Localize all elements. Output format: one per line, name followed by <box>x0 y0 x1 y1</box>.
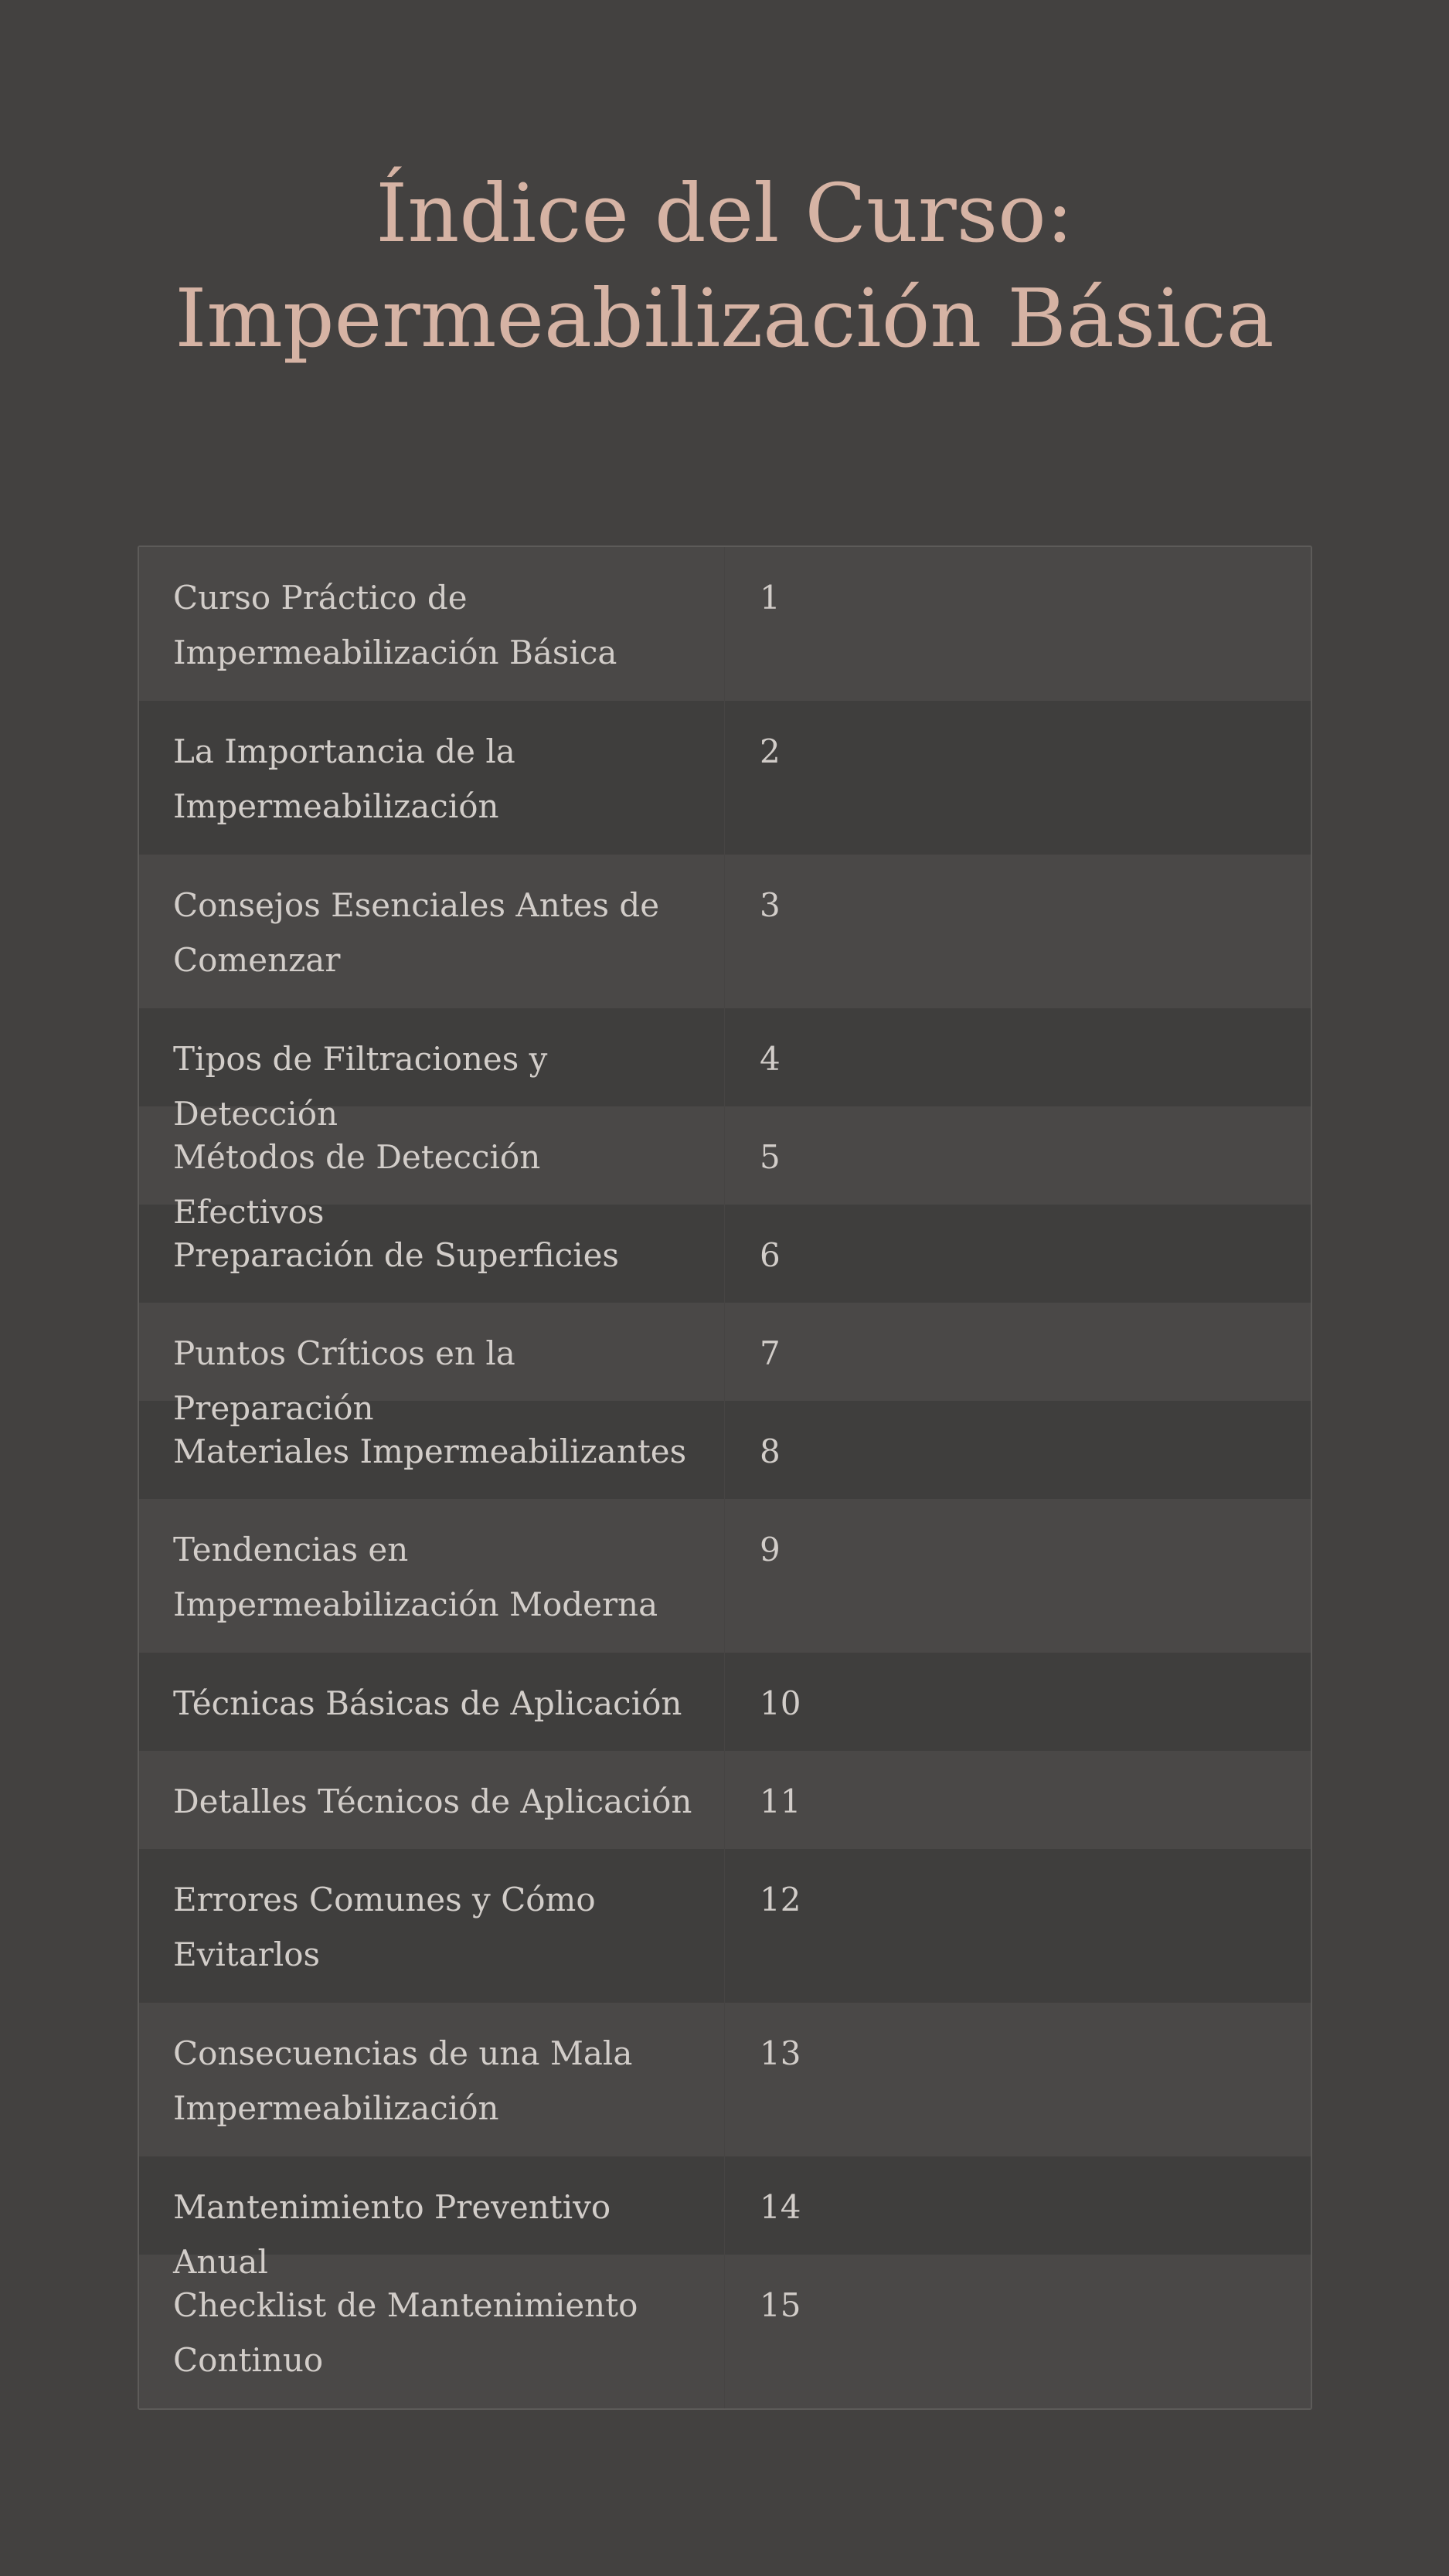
table-row <box>139 1653 1311 1751</box>
toc-entry-page: 1 <box>760 579 781 617</box>
toc-entry-page: 11 <box>760 1782 801 1820</box>
table-row <box>139 1303 1311 1427</box>
table-row <box>139 2255 1311 2408</box>
table-row <box>139 855 1311 1008</box>
table-row <box>139 1106 1311 1231</box>
toc-entry-title: La Importancia de la Impermeabilización <box>139 701 725 855</box>
table-row <box>139 1401 1311 1499</box>
table-of-contents <box>138 545 1312 2410</box>
toc-entry-title: Consecuencias de una Mala Impermeabilización <box>139 2003 725 2156</box>
page-title <box>0 161 1449 371</box>
toc-entry-page: 7 <box>760 1334 781 1372</box>
table-row <box>139 1499 1311 1653</box>
toc-entry-page: 5 <box>760 1138 781 1176</box>
toc-entry-title: Tipos de Filtraciones y Detección <box>139 1008 725 1106</box>
table-row <box>139 701 1311 855</box>
toc-entry-page: 4 <box>760 1040 781 1078</box>
toc-entry-page: 10 <box>760 1684 801 1722</box>
toc-entry-title: Tendencias en Impermeabilización Moderna <box>139 1499 725 1653</box>
table-row <box>139 1751 1311 1849</box>
toc-entry-title: Puntos Críticos en la Preparación <box>139 1303 725 1401</box>
toc-entry-title: Materiales Impermeabilizantes <box>139 1401 725 1499</box>
toc-entry-page: 15 <box>760 2286 801 2324</box>
table-row <box>139 1008 1311 1133</box>
toc-entry-title: Consejos Esenciales Antes de Comenzar <box>139 855 725 1008</box>
table-row <box>139 2003 1311 2156</box>
table-row <box>139 547 1311 701</box>
toc-entry-page: 9 <box>760 1531 781 1568</box>
toc-entry-page: 14 <box>760 2188 801 2226</box>
page-title-line-2: Impermeabilización Básica <box>175 271 1274 365</box>
toc-entry-title: Curso Práctico de Impermeabilización Básica <box>139 547 725 701</box>
toc-entry-page: 12 <box>760 1881 801 1918</box>
toc-entry-page: 2 <box>760 732 781 770</box>
toc-entry-page: 13 <box>760 2034 801 2072</box>
page-title-line-1: Índice del Curso: <box>376 166 1073 260</box>
toc-entry-title: Errores Comunes y Cómo Evitarlos <box>139 1849 725 2003</box>
toc-entry-title: Métodos de Detección Efectivos <box>139 1106 725 1205</box>
toc-entry-title: Mantenimiento Preventivo Anual <box>139 2156 725 2255</box>
table-row <box>139 2156 1311 2281</box>
toc-entry-title: Detalles Técnicos de Aplicación <box>139 1751 725 1849</box>
table-row <box>139 1849 1311 2003</box>
toc-entry-page: 6 <box>760 1236 781 1274</box>
toc-entry-page: 8 <box>760 1432 781 1470</box>
toc-entry-title: Preparación de Superficies <box>139 1205 725 1303</box>
toc-entry-title: Checklist de Mantenimiento Continuo <box>139 2255 725 2408</box>
table-row <box>139 1205 1311 1303</box>
toc-entry-page: 3 <box>760 886 781 924</box>
toc-entry-title: Técnicas Básicas de Aplicación <box>139 1653 725 1751</box>
